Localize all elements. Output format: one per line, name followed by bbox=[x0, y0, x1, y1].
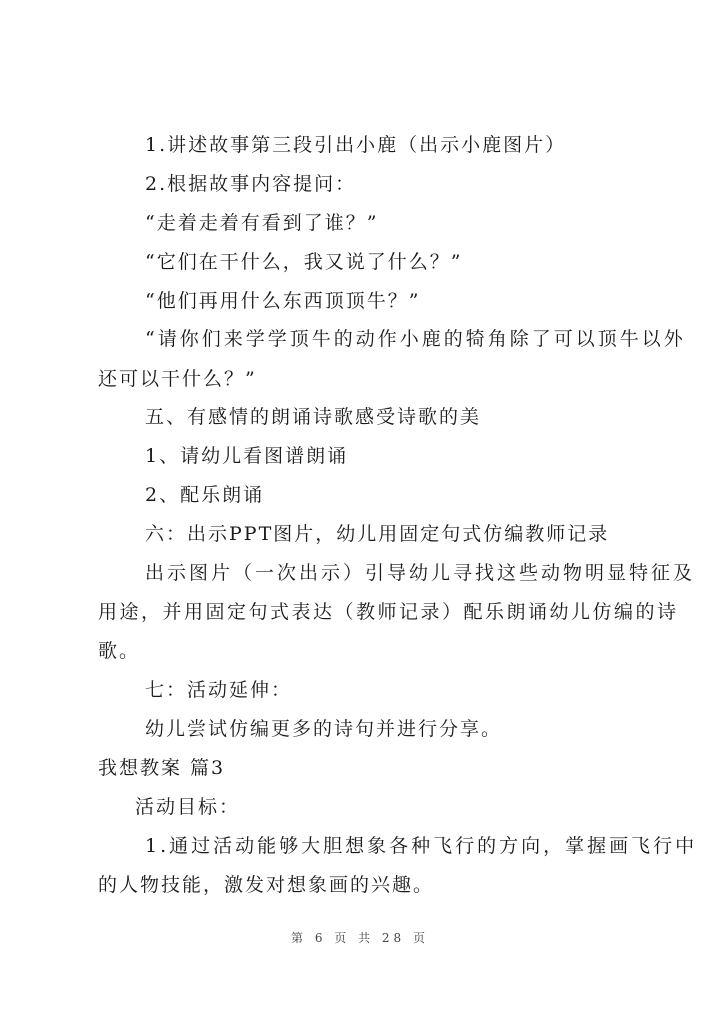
section-6-paragraph-line-3: 歌。 bbox=[98, 640, 141, 662]
section-5-item-1: 1、请幼儿看图谱朗诵 bbox=[145, 445, 349, 467]
question-4-line: “请你们来学学顶牛的动作小鹿的犄角除了可以顶牛以外 bbox=[145, 328, 686, 350]
step-1-line: 1.讲述故事第三段引出小鹿（出示小鹿图片） bbox=[145, 134, 567, 156]
goal-1-line-1: 1.通过活动能够大胆想象各种飞行的方向，掌握画飞行中 bbox=[145, 835, 698, 857]
goal-1-line-2: 的人物技能，激发对想象画的兴趣。 bbox=[98, 874, 435, 896]
section-7-paragraph: 幼儿尝试仿编更多的诗句并进行分享。 bbox=[145, 718, 503, 740]
lesson-plan-3-title: 我想教案 篇3 bbox=[98, 757, 226, 779]
question-2-line: “它们在干什么，我又说了什么？” bbox=[145, 251, 463, 273]
step-2-line: 2.根据故事内容提问： bbox=[145, 173, 357, 195]
section-5-item-2: 2、配乐朗诵 bbox=[145, 484, 265, 506]
question-4-continued-line: 还可以干什么？” bbox=[98, 368, 257, 390]
question-3-line: “他们再用什么东西顶顶牛？” bbox=[145, 290, 421, 312]
section-7-heading: 七：活动延伸： bbox=[145, 679, 293, 701]
section-6-paragraph-line-2: 用途，并用固定句式表达（教师记录）配乐朗诵幼儿仿编的诗 bbox=[98, 601, 679, 623]
activity-goals-heading: 活动目标： bbox=[135, 796, 241, 818]
page-number-footer: 第 6 页 共 28 页 bbox=[291, 931, 429, 945]
section-5-heading: 五、有感情的朗诵诗歌感受诗歌的美 bbox=[145, 406, 482, 428]
question-1-line: “走着走着有看到了谁？” bbox=[145, 212, 379, 234]
section-6-paragraph-line-1: 出示图片（一次出示）引导幼儿寻找这些动物明显特征及 bbox=[145, 562, 696, 584]
section-6-heading: 六：出示PPT图片，幼儿用固定句式仿编教师记录 bbox=[145, 523, 610, 545]
